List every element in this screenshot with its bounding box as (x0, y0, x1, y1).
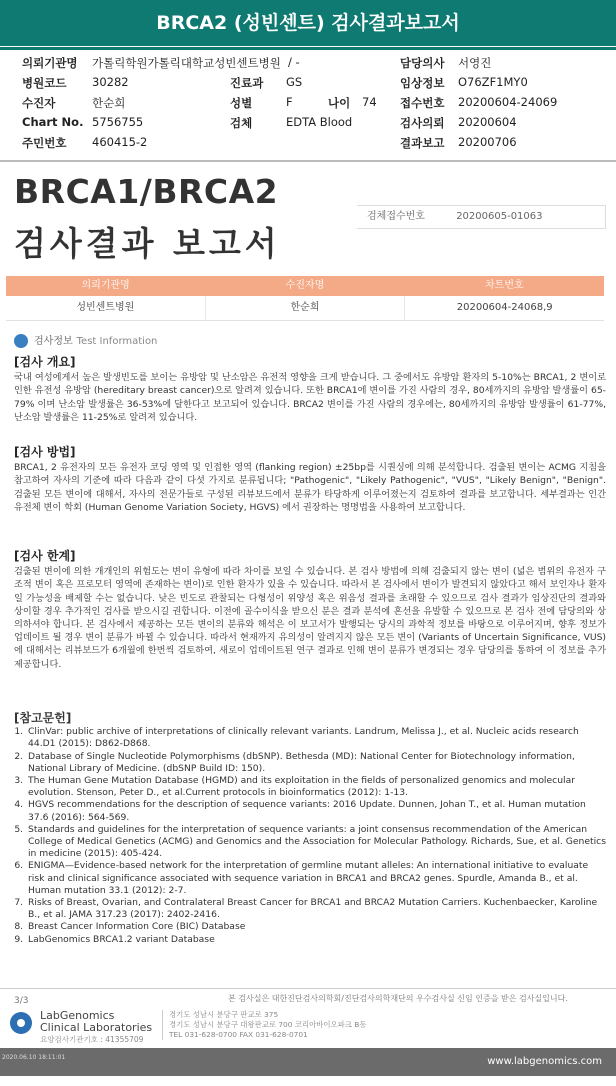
receipt-value: 20200605-01063 (456, 211, 543, 222)
clin-label: 임상정보 (400, 76, 445, 90)
doctor-label: 담당의사 (400, 56, 445, 70)
table-cell: 한순희 (206, 296, 406, 320)
sex-label: 성별 (230, 96, 253, 110)
id-value: 460415-2 (92, 135, 148, 149)
table-header-row (6, 276, 604, 296)
ribbon-icon (14, 334, 28, 348)
report-title: BRCA2 (성빈센트) 검사결과보고서 (156, 12, 460, 34)
test-info-en: Test Information (76, 336, 158, 347)
age-label: 나이 (328, 96, 351, 110)
req-label: 검사의뢰 (400, 116, 445, 130)
org-value: 가톨릭학원가톨릭대학교성빈센트병원 (92, 56, 281, 70)
footer-bar (0, 1048, 616, 1076)
test-info-heading (14, 332, 157, 348)
section-title: [참고문헌] (14, 711, 72, 725)
reference-list (14, 726, 606, 946)
section-title: [검사 방법] (14, 445, 76, 459)
doctor-value: 서영진 (458, 56, 492, 70)
divider (0, 160, 616, 162)
list-item: 5. Standards and guidelines for the interpretation of sequence variants: a joint consensus recommendation of the American College of Medical Genetics (ACMG) and Genomics and the Association for Molecular Pathology. Richards, Sue, et al. Genetics in medicine (2015): 405-424. (26, 824, 606, 861)
list-item: 7. Risks of Breast, Ovarian, and Contralateral Breast Cancer for BRCA1 and BRCA2 Mutation Carriers. Kuchenbaecker, Karoline B., et al. JAMA 317.23 (2017): 2402-2416. (26, 897, 606, 921)
overview-section (14, 356, 606, 424)
brand-code: 요양검사기관기호 : 41355709 (40, 1035, 144, 1044)
specimen-label: 검체 (230, 116, 253, 130)
table-header-cell: 수진자명 (285, 280, 325, 291)
brand-block (40, 1010, 152, 1046)
specimen-value: EDTA Blood (286, 115, 353, 129)
summary-table (6, 276, 604, 321)
print-stamp: 2020.06.10 18:11:01 (2, 1054, 66, 1061)
section-title: [검사 한계] (14, 549, 76, 563)
brand-sub: Clinical Laboratories (40, 1021, 153, 1034)
chart-label: Chart No. (22, 115, 84, 129)
list-item: 9. LabGenomics BRCA1.2 variant Database (26, 934, 606, 946)
footer-divider (0, 988, 616, 989)
dept-label: 진료과 (230, 76, 264, 90)
age-value: 74 (362, 95, 377, 109)
test-info-label: 검사정보 (34, 336, 73, 347)
brand-name: LabGenomics (40, 1009, 115, 1022)
list-item: 4. HGVS recommendations for the description of sequence variants: 2016 Update. Dunnen, Johan T., et al. Human mutation 37.6 (2016): 564-569. (26, 799, 606, 823)
table-cell: 20200604-24068,9 (456, 302, 553, 313)
sex-value: F (286, 95, 293, 109)
address-line: TEL 031-628-0700 FAX 031-628-0701 (169, 1030, 308, 1039)
id-label: 주민번호 (22, 136, 67, 150)
hosp-code-label: 병원코드 (22, 76, 67, 90)
section-body: 검출된 변이에 의한 개개인의 위험도는 변이 유형에 따라 차이를 보일 수 있습니다. 본 검사 방법에 의해 검출되지 않는 변이 (넓은 범위의 유전자 구조적 변이 혹은 프로모터 영역에 존재하는 변이)로 인한 환자가 있을 수 있습니다. 따라서 본 검사에서 변이가 발견되지 않았다고 해서 보인자나 환자일 가능성을 배제할 수는 없습니다. 낮은 빈도로 관찰되는 다형성이 위양성 혹은 위음성 결과를 초래할 수 있으므로 검사 결과가 임상진단의 결과와 상이할 경우 추가적인 검사를 받으시길 권합니다. 이전에 골수이식을 받으신 분은 결과 분석에 혼선을 유발할 수 있으므로 본 검사 전에 담당의와 상의하셔야 합니다. 본 검사에서 제공하는 모든 변이의 분류와 해석은 이 보고서가 발행되는 당시의 과학적 정보를 바탕으로 이루어지며, 향후 정보가 업데이트 될 경우 변이 분류가 바뀔 수 있습니다. 따라서 현재까지 유의성이 알려지지 않은 모든 변이 (Variants of Uncertain Significance, VUS)에 대해서는 리뷰보드가 6개월에 한번씩 검토하여, 새로이 업데이트된 연구 결과로 인해 변이 분류가 변경되는 경우 담당의를 통하여 이 정보를 추가 제공합니다. (14, 566, 606, 670)
report-date-value: 20200706 (458, 135, 517, 149)
page-number: 3/3 (14, 996, 29, 1006)
accession-label: 접수번호 (400, 96, 445, 110)
address-line: 경기도 성남시 분당구 판교로 375 (169, 1010, 279, 1019)
report-heading-gene: BRCA1/BRCA2 (14, 172, 279, 211)
address-block (162, 1010, 366, 1040)
section-body: 국내 여성에게서 높은 발생빈도를 보이는 유방암 및 난소암은 유전적 영향을 크게 받습니다. 그 중에서도 유방암 환자의 5-10%는 BRCA1, 2 변이로 인한 유전성 유방암 (hereditary breast cancer)으로 알려져 있습니다. 또한 BRCA1에 변이를 가진 사람의 경우, 80세까지의 유방암 발생률이 65-79% 이며 난소암 발생률은 36-53%에 달한다고 보고되어 있습니다. BRCA2 변이를 가진 사람의 경우에는, 80세까지의 유방암 발생률이 61-77%, 난소암 발생률은 11-25%로 알려져 있습니다. (14, 372, 606, 423)
certification-note: 본 검사실은 대한진단검사의학회/진단검사의학재단의 우수검사실 신임 인증을 받은 검사실입니다. (228, 994, 568, 1003)
hosp-code-value: 30282 (92, 75, 129, 89)
clin-value: O76ZF1MY0 (458, 75, 528, 89)
references-section (14, 712, 606, 946)
section-body: BRCA1, 2 유전자의 모든 유전자 코딩 영역 및 인접한 영역 (flanking region) ±25bp를 시퀀싱에 의해 분석합니다. 검출된 변이는 ACMG 지침을 참고하여 자사의 기준에 따라 다음과 같이 다섯 가지로 분류됩니다; "Pathogenic", "Likely Pathogenic", "VUS", "Likely Benign", "Benign". 검출된 모든 변이에 대해서, 자사의 전문가들로 구성된 리뷰보드에서 분류가 타당하게 이루어졌는지 검토하여 결과를 보고합니다. 세부결과는 인간 유전체 변이 학회 (Human Genome Variation Society, HGVS) 에서 권장하는 명명법을 사용하여 보고합니다. (14, 462, 606, 513)
labgenomics-logo-icon (10, 1012, 32, 1034)
limitation-section (14, 550, 606, 671)
table-header-cell: 차트번호 (485, 280, 524, 291)
table-row (6, 296, 604, 321)
list-item: 1. ClinVar: public archive of interpretations of clinically relevant variants. Landrum, Melissa J., et al. Nucleic acids research 44.D1 (2015): D862-D868. (26, 726, 606, 750)
list-item: 6. ENIGMA—Evidence-based network for the interpretation of germline mutant alleles: An international initiative to evaluate risk and clinical significance associated with sequence variation in BRCA1 and BRCA2 genes. Spurdle, Amanda B., et al. Human mutation 33.1 (2012): 2-7. (26, 860, 606, 897)
website-link[interactable]: www.labgenomics.com (487, 1056, 602, 1067)
list-item: 2. Database of Single Nucleotide Polymorphisms (dbSNP). Bethesda (MD): National Center for Biotechnology information, National Library of Medicine. (dbSNP Build ID: 150). (26, 751, 606, 775)
dept-value: GS (286, 75, 303, 89)
req-value: 20200604 (458, 115, 517, 129)
accession-value: 20200604-24069 (458, 95, 558, 109)
examinee-value: 한순희 (92, 96, 126, 110)
receipt-label: 검체접수번호 (367, 211, 425, 222)
section-title: [검사 개요] (14, 355, 76, 369)
ward-value: / - (288, 55, 300, 69)
report-title-bar (0, 0, 616, 46)
list-item: 3. The Human Gene Mutation Database (HGMD) and its exploitation in the fields of personalized genomics and molecular evolution. Stenson, Peter D., et al.Current protocols in bioinformatics (2012): 1-13. (26, 775, 606, 799)
report-date-label: 결과보고 (400, 136, 445, 150)
examinee-label: 수진자 (22, 96, 56, 110)
receipt-box (357, 205, 606, 229)
report-heading-title: 검사결과 보고서 (14, 224, 281, 263)
org-label: 의뢰기관명 (22, 56, 78, 70)
method-section (14, 446, 606, 514)
table-header-cell: 의뢰기관명 (81, 280, 130, 291)
address-line: 경기도 성남시 분당구 대왕판교로 700 코리아바이오파크 B동 (169, 1020, 367, 1029)
table-cell: 성빈센트병원 (6, 296, 206, 320)
chart-value: 5756755 (92, 115, 144, 129)
list-item: 8. Breast Cancer Information Core (BIC) Database (26, 921, 606, 933)
